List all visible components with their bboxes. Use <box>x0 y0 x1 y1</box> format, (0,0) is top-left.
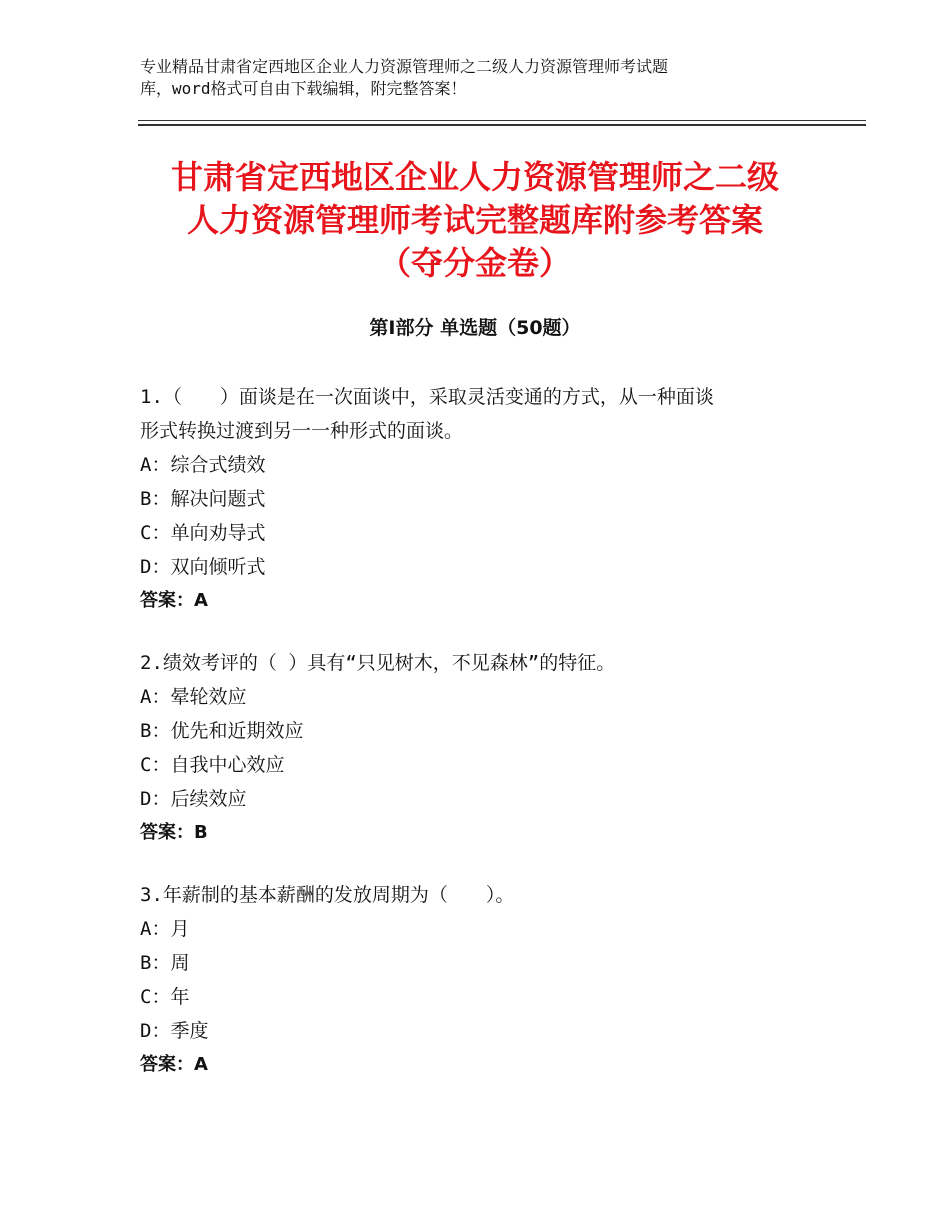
question-list <box>140 380 840 1110</box>
option-d: D：季度 <box>140 1020 209 1042</box>
answer-label: 答案：A <box>140 590 208 611</box>
question-3 <box>140 878 840 1082</box>
option-a: A：晕轮效应 <box>140 686 247 708</box>
option-b: B：周 <box>140 952 190 974</box>
header-note-line-2: 库，word格式可自由下载编辑，附完整答案！ <box>140 79 467 98</box>
option-a: A：综合式绩效 <box>140 454 266 476</box>
question-stem-line: 1.（ ）面谈是在一次面谈中，采取灵活变通的方式，从一种面谈 <box>140 386 714 408</box>
answer-label: 答案：A <box>140 1054 208 1075</box>
option-c: C：单向劝导式 <box>140 522 266 544</box>
question-1 <box>140 380 840 618</box>
section-heading: 第Ⅰ部分 单选题（50题） <box>369 317 581 339</box>
option-d: D：双向倾听式 <box>140 556 266 578</box>
option-d: D：后续效应 <box>140 788 247 810</box>
header-divider-thick <box>138 124 866 126</box>
header-note-line-1: 专业精品甘肃省定西地区企业人力资源管理师之二级人力资源管理师考试题 <box>140 57 669 76</box>
document-title-line-1: 甘肃省定西地区企业人力资源管理师之二级 <box>170 158 779 196</box>
document-title-line-3: （夺分金卷） <box>378 244 571 282</box>
option-b: B：优先和近期效应 <box>140 720 304 742</box>
answer-label: 答案：B <box>140 822 208 843</box>
option-c: C：年 <box>140 986 190 1008</box>
document-title <box>100 156 850 285</box>
question-stem-line: 3.年薪制的基本薪酬的发放周期为（ ）。 <box>140 884 515 906</box>
option-b: B：解决问题式 <box>140 488 266 510</box>
question-2 <box>140 646 840 850</box>
question-stem-line: 2.绩效考评的（ ）具有“只见树木，不见森林”的特征。 <box>140 652 616 674</box>
option-c: C：自我中心效应 <box>140 754 285 776</box>
header-divider-thin <box>138 120 866 121</box>
question-stem-line: 形式转换过渡到另一一种形式的面谈。 <box>140 420 464 442</box>
header-note <box>140 56 780 100</box>
document-title-line-2: 人力资源管理师考试完整题库附参考答案 <box>186 201 763 239</box>
option-a: A：月 <box>140 918 190 940</box>
